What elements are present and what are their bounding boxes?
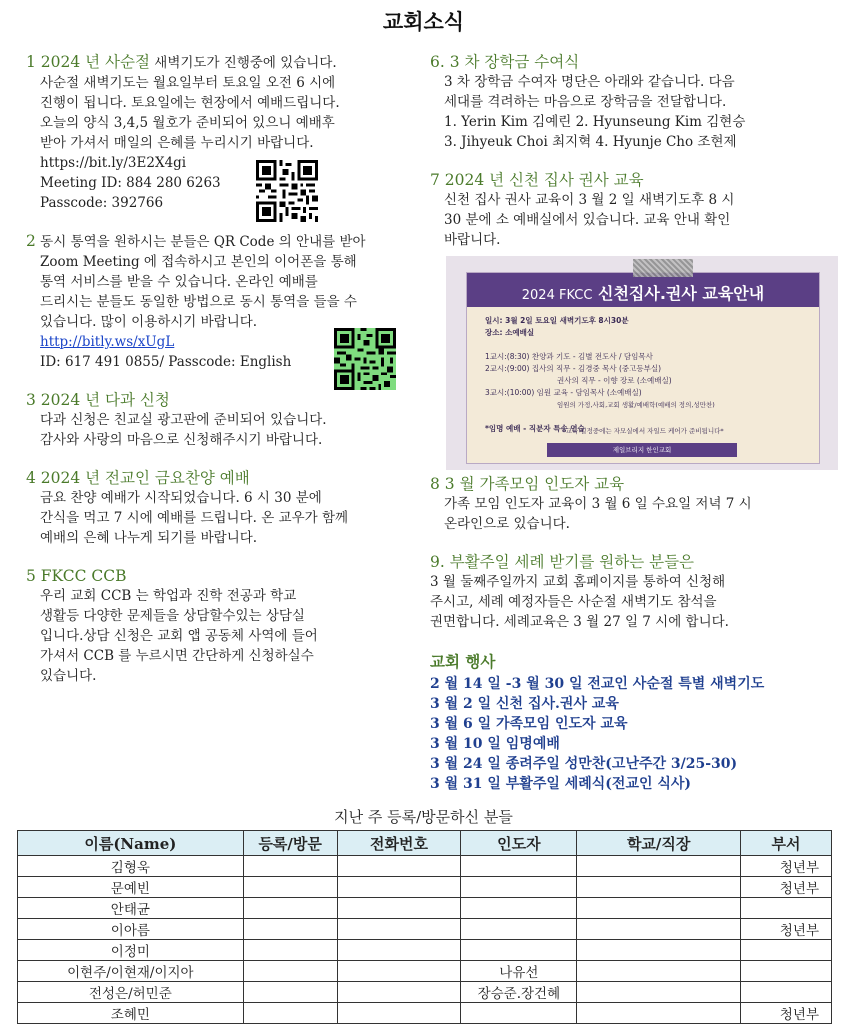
poster-line: 임원의 가정,사회,교회 생활/예배학(예배의 정의,성만찬): [557, 401, 715, 409]
table-cell: [337, 1003, 461, 1024]
poster-line: 일시: 3월 2일 토요일 새벽기도후 8시30분: [485, 316, 629, 325]
table-cell: 김형욱: [18, 856, 244, 877]
table-cell: [337, 961, 461, 982]
table-cell: [337, 940, 461, 961]
table-row: [18, 940, 832, 961]
notice-4-title: 4 2024 년 전교인 금요찬양 예배: [26, 469, 250, 487]
table-cell: 이아름: [18, 919, 244, 940]
header-school-work: 학교/직장: [577, 831, 741, 856]
notice-2-title-suffix: 동시 통역을 원하시는 분들은 QR Code 의 안내를 받아: [35, 234, 366, 250]
zoom-passcode: Passcode: 392766: [40, 195, 164, 211]
notice-7-line: 바랍니다.: [444, 232, 501, 248]
poster-line: [485, 411, 805, 423]
notice-6-line: 3 차 장학금 수여자 명단은 아래와 같습니다. 다음: [444, 74, 735, 90]
table-cell: 문예빈: [18, 877, 244, 898]
poster-line: 2교시:(9:00) 집사의 직무 - 김경중 목사 (중고등부실): [485, 364, 662, 373]
notice-3-title: 3 2024 년 다과 신청: [26, 391, 170, 409]
table-cell: [243, 940, 337, 961]
notice-2-title: 2: [26, 232, 36, 250]
notice-8-line: 온라인으로 있습니다.: [444, 516, 570, 532]
table-cell: [577, 982, 741, 1003]
notice-7-title: 7 2024 년 신천 집사 권사 교육: [430, 171, 644, 189]
event-item: 3 월 6 일 가족모임 인도자 교육: [430, 716, 628, 732]
notice-5-line: 우리 교회 CCB 는 학업과 진학 전공과 학교: [40, 588, 297, 604]
notice-2-line: 있습니다. 많이 이용하시기 바랍니다.: [40, 314, 258, 330]
notice-1-title-suffix: 새벽기도가 진행중에 있습니다.: [149, 55, 337, 71]
poster-line: 3교시:(10:00) 임원 교육 - 담임목사 (소예배실): [485, 388, 642, 397]
interpretation-id: ID: 617 491 0855/ Passcode: English: [40, 354, 292, 370]
notice-9-line: 주시고, 세례 예정자들은 사순절 새벽기도 참석을: [430, 594, 717, 610]
event-item: 3 월 10 일 임명예배: [430, 736, 560, 752]
notice-6-title: 6. 3 차 장학금 수여식: [430, 53, 580, 71]
page-title: 교회소식: [382, 9, 465, 34]
table-cell: [741, 961, 832, 982]
table-cell: 나유선: [461, 961, 577, 982]
notice-1-line: 사순절 새벽기도는 월요일부터 토요일 오전 6 시에: [40, 75, 336, 91]
table-cell: [577, 940, 741, 961]
notice-1-line: 받아 가셔서 매일의 은혜를 누리시기 바랍니다.: [40, 135, 314, 151]
table-cell: 청년부: [741, 919, 832, 940]
interpretation-link[interactable]: http://bitly.ws/xUgL: [40, 334, 175, 350]
table-header-row: [18, 831, 832, 856]
notice-1-title: 1 2024 년 사순절: [26, 53, 150, 71]
table-cell: [337, 856, 461, 877]
right-column: [430, 52, 835, 268]
notice-7-line: 30 분에 소 예배실에서 있습니다. 교육 안내 확인: [444, 212, 731, 228]
table-cell: [243, 919, 337, 940]
table-cell: [461, 919, 577, 940]
notice-3-line: 감사와 사랑의 마음으로 신청해주시기 바랍니다.: [40, 432, 323, 448]
table-cell: [577, 856, 741, 877]
zoom-qr-code-icon[interactable]: [256, 160, 318, 222]
notice-1-line: 오늘의 양식 3,4,5 월호가 준비되어 있으니 예배후: [40, 115, 335, 131]
table-row: [18, 961, 832, 982]
notice-2-line: 통역 서비스를 받을 수 있습니다. 온라인 예배를: [40, 274, 318, 290]
notice-8-line: 가족 모임 인도자 교육이 3 월 6 일 수요일 저녁 7 시: [444, 496, 752, 512]
table-cell: [577, 919, 741, 940]
notice-4-line: 금요 찬양 예배가 시작되었습니다. 6 시 30 분에: [40, 490, 322, 506]
notice-5-line: 생활등 다양한 문제들을 상담할수있는 상담실: [40, 608, 305, 624]
header-status: 등록/방문: [243, 831, 337, 856]
table-body: [18, 856, 832, 1024]
notice-8-title: 8 3 월 가족모임 인도자 교육: [430, 475, 625, 493]
table-cell: [741, 982, 832, 1003]
table-row: [18, 877, 832, 898]
header-phone: 전화번호: [337, 831, 461, 856]
notice-5-title: 5 FKCC CCB: [26, 567, 127, 585]
table-cell: [461, 1003, 577, 1024]
notice-6-line: 1. Yerin Kim 김예린 2. Hyunseung Kim 김현승: [444, 114, 746, 130]
table-cell: [741, 940, 832, 961]
notice-6-line: 세대를 격려하는 마음으로 장학금을 전달합니다.: [444, 94, 727, 110]
poster-year: 2024 FKCC: [521, 288, 593, 303]
poster-line: [485, 339, 805, 351]
table-cell: [337, 919, 461, 940]
table-cell: 이현주/이현재/이지아: [18, 961, 244, 982]
table-cell: [461, 877, 577, 898]
event-item: 3 월 24 일 종려주일 성만찬(고난주간 3/25-30): [430, 756, 738, 772]
notice-1-line: 진행이 됩니다. 토요일에는 현장에서 예배드립니다.: [40, 95, 340, 111]
visitors-table: [17, 830, 832, 1024]
interpretation-qr-code-icon[interactable]: [334, 328, 396, 390]
notice-6: [430, 52, 835, 152]
event-item: 3 월 2 일 신천 집사.권사 교육: [430, 696, 619, 712]
notice-7: [430, 170, 835, 250]
table-cell: 조혜민: [18, 1003, 244, 1024]
poster-note: *교육 일정중에는 자모실에서 자일드 케어가 준비됩니다*: [562, 427, 724, 435]
notice-5-line: 입니다.상담 신청은 교회 앱 공동체 사역에 들어: [40, 628, 318, 644]
notice-5-line: 가셔서 CCB 를 누르시면 간단하게 신청하실수: [40, 648, 314, 664]
notice-4-line: 간식을 먹고 7 시에 예배를 드립니다. 온 교우가 함께: [40, 510, 349, 526]
notice-2-line: Zoom Meeting 에 접속하시고 본인의 이어폰을 통해: [40, 254, 357, 270]
right-column-lower: [430, 474, 835, 812]
table-cell: [577, 898, 741, 919]
table-cell: [243, 961, 337, 982]
table-row: [18, 1003, 832, 1024]
table-cell: 청년부: [741, 856, 832, 877]
table-row: [18, 856, 832, 877]
table-cell: [461, 898, 577, 919]
visitors-caption: 지난 주 등록/방문하신 분들: [334, 808, 513, 826]
notice-4: [26, 468, 416, 548]
poster-line: 장소: 소예배실: [485, 328, 535, 337]
table-cell: [461, 856, 577, 877]
table-cell: [337, 982, 461, 1003]
table-cell: [243, 898, 337, 919]
training-poster: [446, 256, 838, 470]
table-cell: 청년부: [741, 877, 832, 898]
notice-8: [430, 474, 835, 534]
event-item: 2 월 14 일 -3 월 30 일 전교인 사순절 특별 새벽기도: [430, 676, 765, 692]
poster-line: 권사의 직무 - 이향 장로 (소예배실): [557, 376, 672, 385]
notice-5: [26, 566, 416, 686]
table-cell: [337, 898, 461, 919]
table-cell: [337, 877, 461, 898]
poster-heading: 신천집사.권사 교육안내: [598, 284, 765, 303]
poster-footer: 제일브리지 한인교회: [547, 443, 737, 457]
table-cell: [243, 1003, 337, 1024]
notice-1: [26, 52, 416, 213]
table-cell: 청년부: [741, 1003, 832, 1024]
table-cell: [577, 961, 741, 982]
table-cell: 장승준.장건혜: [461, 982, 577, 1003]
header-name: 이름(Name): [18, 831, 244, 856]
header-guide: 인도자: [461, 831, 577, 856]
header-department: 부서: [741, 831, 832, 856]
table-cell: [243, 877, 337, 898]
table-cell: 이정미: [18, 940, 244, 961]
tape-icon: [633, 259, 693, 277]
table-row: [18, 898, 832, 919]
poster-line: *임명 예배 - 직분자 특송 연습: [485, 424, 585, 433]
events-title: 교회 행사: [430, 652, 496, 671]
notice-7-line: 신천 집사 권사 교육이 3 월 2 일 새벽기도후 8 시: [444, 192, 735, 208]
notice-6-line: 3. Jihyeuk Choi 최지혁 4. Hyunje Cho 조현제: [444, 134, 737, 150]
zoom-meeting-id: Meeting ID: 884 280 6263: [40, 175, 221, 191]
notice-9-line: 3 월 둘째주일까지 교회 홈페이지를 통하여 신청해: [430, 574, 726, 590]
table-cell: [461, 940, 577, 961]
zoom-url[interactable]: https://bit.ly/3E2X4gi: [40, 155, 187, 171]
table-cell: 안태균: [18, 898, 244, 919]
notice-9-line: 권면합니다. 세례교육은 3 월 27 일 7 시에 합니다.: [430, 614, 729, 630]
table-cell: [741, 898, 832, 919]
table-row: [18, 982, 832, 1003]
table-cell: 전성은/허민준: [18, 982, 244, 1003]
table-cell: [243, 982, 337, 1003]
notice-4-line: 예배의 은혜 나누게 되기를 바랍니다.: [40, 530, 258, 546]
notice-9: [430, 552, 835, 632]
table-cell: [577, 1003, 741, 1024]
table-row: [18, 919, 832, 940]
notice-2-line: 드리시는 분들도 동일한 방법으로 동시 통역을 들을 수: [40, 294, 357, 310]
table-cell: [577, 877, 741, 898]
notice-9-title: 9. 부활주일 세례 받기를 원하는 분들은: [430, 553, 695, 571]
notice-3: [26, 390, 416, 450]
notice-3-line: 다과 신청은 친교실 광고판에 준비되어 있습니다.: [40, 412, 327, 428]
event-item: 3 월 31 일 부활주일 세례식(전교인 식사): [430, 776, 692, 792]
poster-line: 1교시:(8:30) 찬양과 기도 - 김별 전도사 / 담임목사: [485, 352, 653, 361]
church-events: [430, 650, 835, 794]
notice-5-line: 있습니다.: [40, 668, 97, 684]
table-cell: [243, 856, 337, 877]
